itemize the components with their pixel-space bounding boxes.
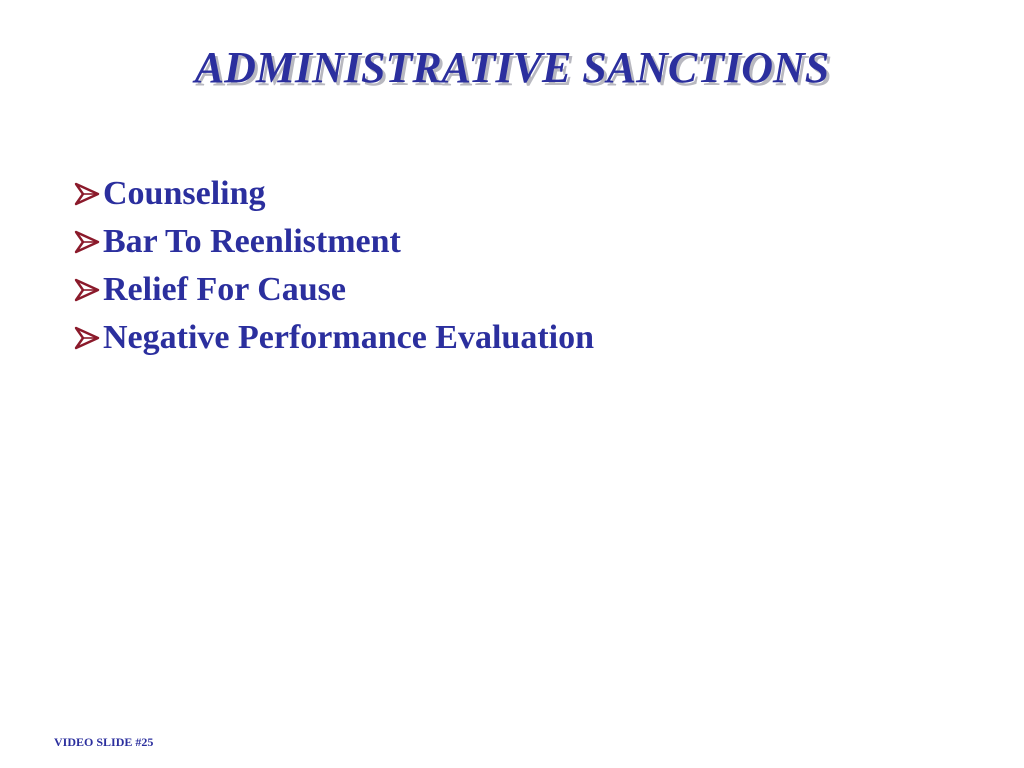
bullet-label: Counseling [103,175,266,212]
arrow-bullet-icon [74,277,100,303]
slide-footer: VIDEO SLIDE #25 [54,735,154,749]
bullet-list [74,170,594,362]
bullet-item-negative-performance-evaluation [74,314,594,362]
bullet-label: Relief For Cause [103,271,346,308]
bullet-label: Negative Performance Evaluation [103,319,594,356]
arrow-bullet-icon [74,181,100,207]
bullet-item-bar-to-reenlistment [74,218,594,266]
bullet-label: Bar To Reenlistment [103,223,401,260]
arrow-bullet-icon [74,229,100,255]
arrow-bullet-icon [74,325,100,351]
bullet-item-relief-for-cause [74,266,594,314]
bullet-item-counseling [74,170,594,218]
slide-title: ADMINISTRATIVE SANCTIONS [194,43,830,92]
